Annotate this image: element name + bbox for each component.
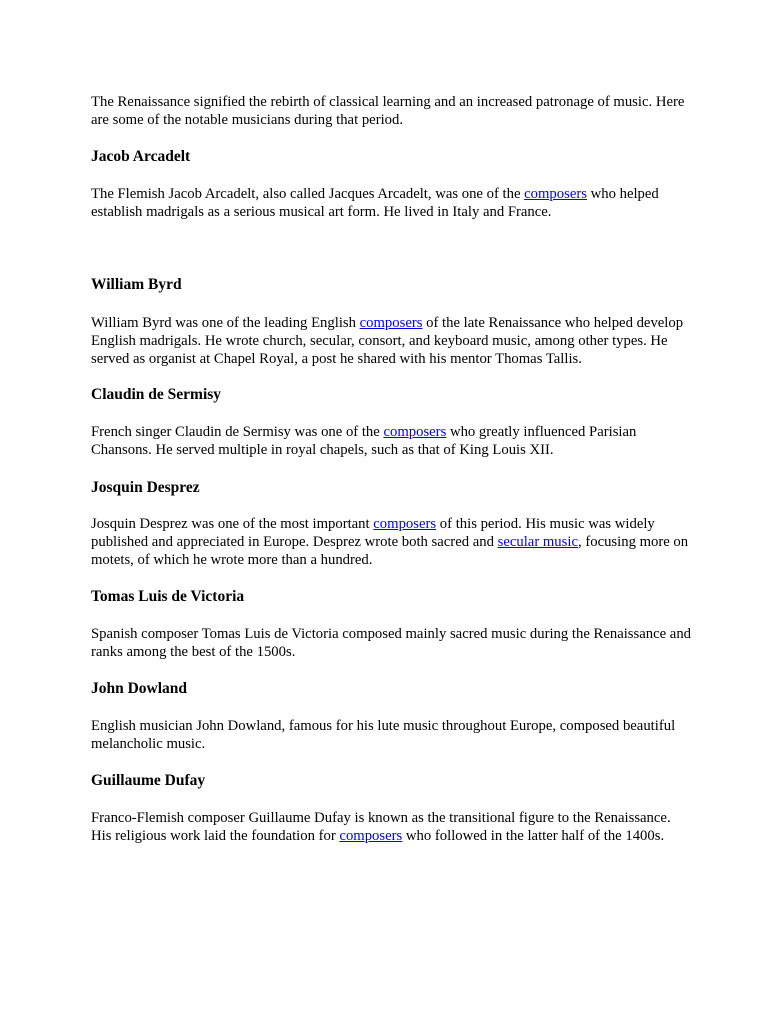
text-run: English musician John Dowland, famous for his lute music throughout Europe, composed beautiful melancholic music. xyxy=(91,718,676,752)
composers-link[interactable]: composers xyxy=(383,424,447,440)
section-heading-guillaume-dufay: Guillaume Dufay xyxy=(91,772,206,789)
composers-link[interactable]: composers xyxy=(524,186,587,202)
secular-music-link[interactable]: secular music xyxy=(497,534,578,550)
composers-link[interactable]: composers xyxy=(359,315,423,331)
section-heading-josquin-desprez: Josquin Desprez xyxy=(91,479,200,496)
section-paragraph-jacob-arcadelt xyxy=(91,185,691,221)
section-heading-jacob-arcadelt: Jacob Arcadelt xyxy=(91,148,191,165)
intro-paragraph: The Renaissance signified the rebirth of classical learning and an increased patronage of music. Here are some of the notable musicians during that period. xyxy=(91,94,685,128)
text-run: who followed in the latter half of the 1400s. xyxy=(402,828,665,844)
section-paragraph-josquin-desprez xyxy=(91,515,691,569)
composers-link[interactable]: composers xyxy=(339,828,403,844)
text-run: French singer Claudin de Sermisy was one of the xyxy=(91,424,384,440)
section-paragraph-john-dowland xyxy=(91,717,691,753)
text-run: who greatly influenced Parisian Chansons. He served multiple in royal chapels, such as that of King Louis XII. xyxy=(91,424,637,458)
text-run: of the late Renaissance who helped develop English madrigals. He wrote church, secular, consort, and keyboard music, among other types. He served as organist at Chapel Royal, a post he shared with his mentor Thomas Tallis. xyxy=(91,315,684,367)
text-run: Franco-Flemish composer Guillaume Dufay is known as the transitional figure to the Renaissance. His religious work laid the foundation for xyxy=(91,810,671,844)
section-heading-tomas-luis-de-victoria: Tomas Luis de Victoria xyxy=(91,588,245,605)
section-paragraph-tomas-luis-de-victoria xyxy=(91,625,691,661)
text-run: William Byrd was one of the leading English xyxy=(91,315,360,331)
section-heading-john-dowland: John Dowland xyxy=(91,680,188,697)
text-run: , focusing more on motets, of which he wrote more than a hundred. xyxy=(91,534,689,568)
text-run: The Flemish Jacob Arcadelt, also called Jacques Arcadelt, was one of the xyxy=(91,186,525,202)
composers-link[interactable]: composers xyxy=(373,516,437,532)
text-run: Josquin Desprez was one of the most important xyxy=(91,516,374,532)
text-run: who helped establish madrigals as a serious musical art form. He lived in Italy and France. xyxy=(91,186,659,220)
section-paragraph-claudin-de-sermisy xyxy=(91,423,691,459)
section-paragraph-guillaume-dufay xyxy=(91,809,691,845)
section-heading-william-byrd: William Byrd xyxy=(91,276,182,293)
text-run: of this period. His music was widely published and appreciated in Europe. Desprez wrote both sacred and xyxy=(91,516,655,550)
text-run: Spanish composer Tomas Luis de Victoria composed mainly sacred music during the Renaissance and ranks among the best of the 1500s. xyxy=(91,626,692,660)
section-heading-claudin-de-sermisy: Claudin de Sermisy xyxy=(91,386,222,403)
section-paragraph-william-byrd xyxy=(91,314,691,368)
